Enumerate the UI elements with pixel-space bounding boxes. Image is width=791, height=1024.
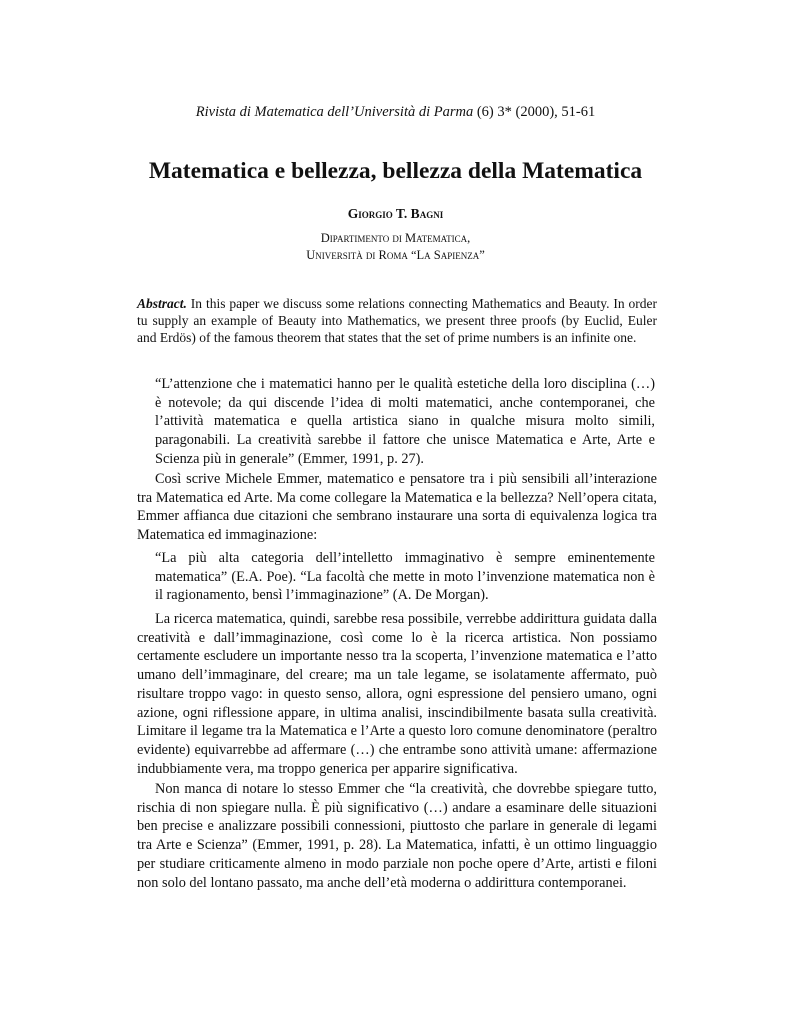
poe-demorgan-quote: “La più alta categoria dell’intelletto immaginativo è sempre eminentemente matematica” (E.A. Poe). “La facoltà che mette in moto l’invenzione matematica non è il ragionamento, bensì l’immaginazione” (A. De Morgan).: [155, 550, 655, 604]
author-name: Giorgio T. Bagni: [347, 206, 444, 221]
journal-name: Rivista di Matematica dell’Università di Parma: [195, 104, 474, 120]
paper-title: Matematica e bellezza, bellezza della Matematica: [148, 158, 643, 184]
affiliation-line-2: Università di Roma “La Sapienza”: [306, 248, 485, 262]
paragraph-2: La ricerca matematica, quindi, sarebbe resa possibile, verrebbe addirittura guidata dalla creatività e dall’immaginazione, così come lo è la ricerca artistica. Non possiamo certamente escludere un importante nesso tra la scoperta, l’invenzione matematica e l’atto umano dell’immaginare, del creare; ma un tale legame, se isolatamente affermato, può risultare troppo vago: in questo senso, allora, ogni espressione del pensiero umano, ogni azione, ogni riflessione appare, in ultima analisi, inscindibilmente basata sulla creatività. Limitare il legame tra la Matematica e l’Arte a questo loro comune denominatore (peraltro evidente) equivarrebbe ad affermare (…) che entrambe sono attività umane: affermazione indubbiamente vera, ma troppo generica per apparire significativa.: [137, 611, 657, 777]
abstract: [137, 295, 657, 346]
journal-citation: [0, 103, 791, 121]
journal-reference: (6) 3* (2000), 51-61: [473, 104, 596, 120]
abstract-text: In this paper we discuss some relations connecting Mathematics and Beauty. In order tu supply an example of Beauty into Mathematics, we present three proofs (by Euclid, Euler and Erdös) of the famous theorem that states that the set of prime numbers is an infinite one.: [137, 296, 657, 345]
affiliation-line-1: Dipartimento di Matematica,: [320, 231, 471, 245]
abstract-label: Abstract.: [137, 296, 187, 311]
opening-quote: “L’attenzione che i matematici hanno per le qualità estetiche della loro disciplina (…) è notevole; da qui discende l’idea di molti matematici, anche contemporanei, che l’attività matematica e quella artistica siano in qualche misura molto simili, paragonabili. La creatività sarebbe il fattore che unisce Matematica e Arte, Arte e Scienza più in generale” (Emmer, 1991, p. 27).: [155, 376, 655, 467]
paragraph-3: Non manca di notare lo stesso Emmer che “la creatività, che dovrebbe spiegare tutto, rischia di non spiegare nulla. È più significativo (…) andare a esaminare delle situazioni ben precise e analizzare possibili connessioni, piuttosto che parlare in generale di legami tra Arte e Scienza” (Emmer, 1991, p. 28). La Matematica, infatti, è un ottimo linguaggio per studiare criticamente almeno in modo parziale non poche opere d’Arte, artisti e filoni non solo del lontano passato, ma anche dell’età moderna o addirittura contemporanei.: [137, 781, 657, 891]
paragraph-1: Così scrive Michele Emmer, matematico e pensatore tra i più sensibili all’interazione tra Matematica ed Arte. Ma come collegare la Matematica e la bellezza? Nell’opera citata, Emmer affianca due citazioni che sembrano instaurare una sorta di equivalenza logica tra Matematica ed immaginazione:: [137, 471, 657, 544]
